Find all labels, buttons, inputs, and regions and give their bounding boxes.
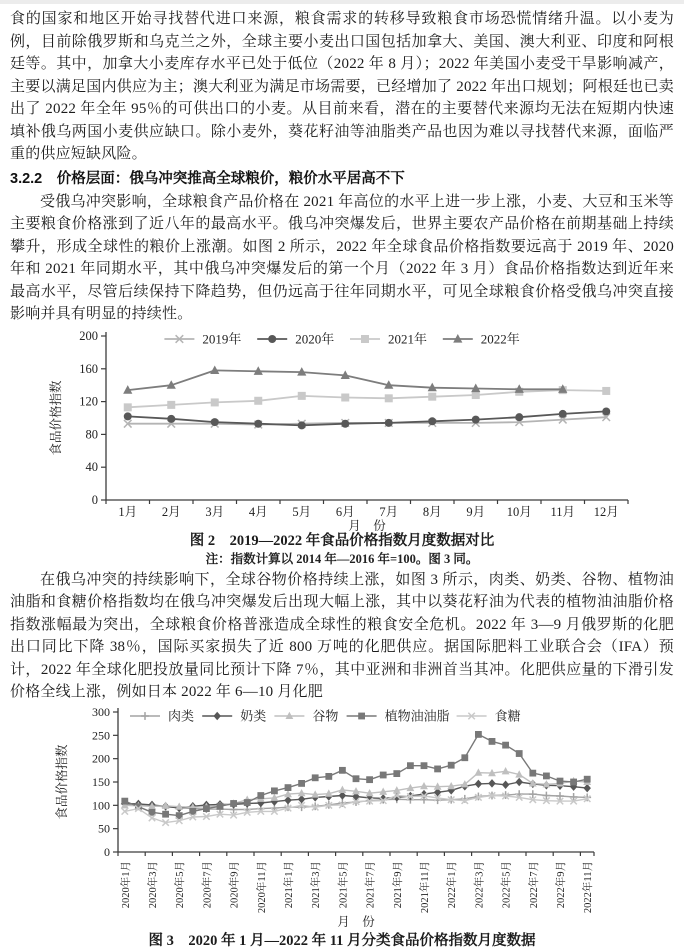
svg-text:食品价格指数: 食品价格指数: [49, 379, 63, 456]
svg-text:1月: 1月: [118, 504, 138, 519]
svg-text:食品价格指数: 食品价格指数: [55, 743, 69, 820]
svg-text:11月: 11月: [550, 504, 576, 519]
paragraph-price-index: 受俄乌冲突影响，全球粮食产品价格在 2021 年高位的水平上进一步上涨，小麦、大豆和玉米等主要粮食价格涨到了近八年的最高水平。俄乌冲突爆发后，世界主要农产品价格在前期基础上持续攀升，形成全球性的粮价上涨潮。如图 2 所示，2022 年全球食品价格指数要远高于 2019 年、2020 年和 2021 年同期水平，其中俄乌冲突爆发后的第一个月（2022 年 3 月）食品价格指数达到近年来最高水平，尽管后续保持下降趋势，但仍远高于往年同期水平，可见全球粮食价格受俄乌冲突直接影响并具有明显的持续性。: [10, 193, 674, 322]
svg-text:2021年5月: 2021年5月: [338, 860, 350, 908]
svg-text:2021年11月: 2021年11月: [420, 860, 431, 913]
svg-text:150: 150: [92, 774, 110, 789]
svg-text:80: 80: [85, 426, 98, 441]
svg-text:植物油油脂: 植物油油脂: [384, 708, 450, 723]
svg-text:2020年9月: 2020年9月: [229, 860, 241, 908]
svg-text:2022年: 2022年: [480, 331, 520, 346]
svg-text:2020年11月: 2020年11月: [256, 860, 268, 913]
svg-text:120: 120: [79, 394, 98, 409]
paragraph-fertilizer: 在俄乌冲突的持续影响下，全球谷物价格持续上涨，如图 3 所示，肉类、奶类、谷物、植物油油脂和食糖价格指数均在俄乌冲突爆发后出现大幅上涨，其中以葵花籽油为代表的植物油油脂价格指数涨幅最为突出，全球粮食价格普涨造成全球性的粮食安全危机。2022 年 3—9 月俄罗斯的化肥出口同比下降 38％，国际买家损失了近 800 万吨的化肥供应。据国际肥料工业联合会（IFA）预计，2022 年全球化肥投放量同比预计下降 7％，其中亚洲和非洲首当其冲。化肥供应量的下滑引发价格全线上涨，例如日本 2022 年 6—10 月化肥: [10, 571, 674, 700]
svg-text:2020年1月: 2020年1月: [120, 860, 132, 908]
svg-text:2019年: 2019年: [202, 331, 242, 346]
page-top-edge: [0, 0, 684, 4]
figure-3: [10, 704, 674, 951]
svg-text:肉类: 肉类: [168, 708, 195, 723]
fig3-line-chart: [10, 704, 674, 932]
svg-text:0: 0: [91, 492, 98, 507]
svg-text:100: 100: [92, 797, 110, 812]
svg-text:3月: 3月: [205, 504, 225, 519]
svg-text:0: 0: [104, 844, 110, 859]
svg-text:2020年: 2020年: [295, 331, 335, 346]
svg-text:月 份: 月 份: [337, 914, 375, 929]
svg-text:50: 50: [98, 821, 110, 836]
fig3-caption: 图 3 2020 年 1 月—2022 年 11 月分类食品价格指数月度数据: [148, 932, 536, 949]
fig2-note: 注：指数计算以 2014 年—2016 年=100。图 3 同。: [205, 551, 479, 566]
svg-text:160: 160: [79, 361, 98, 376]
figure-2: [10, 326, 674, 567]
svg-text:2月: 2月: [161, 504, 181, 519]
svg-text:250: 250: [92, 727, 110, 742]
svg-text:2020年3月: 2020年3月: [148, 860, 159, 908]
svg-text:200: 200: [79, 328, 98, 343]
svg-text:10月: 10月: [506, 504, 532, 519]
svg-text:12月: 12月: [593, 504, 619, 519]
svg-text:2022年3月: 2022年3月: [474, 860, 486, 908]
svg-text:4月: 4月: [248, 504, 268, 519]
svg-text:2021年: 2021年: [388, 331, 428, 346]
svg-text:2021年3月: 2021年3月: [311, 860, 323, 908]
svg-text:2020年7月: 2020年7月: [202, 860, 214, 908]
svg-text:2021年1月: 2021年1月: [284, 860, 295, 908]
svg-text:300: 300: [92, 704, 110, 719]
svg-text:2022年7月: 2022年7月: [528, 860, 540, 908]
svg-text:奶类: 奶类: [240, 708, 267, 723]
svg-text:谷物: 谷物: [312, 708, 339, 723]
fig2-caption: 图 2 2019—2022 年食品价格指数月度数据对比: [189, 532, 495, 549]
svg-text:月 份: 月 份: [348, 518, 386, 532]
svg-text:7月: 7月: [379, 504, 399, 519]
svg-text:2022年11月: 2022年11月: [583, 860, 595, 913]
svg-text:6月: 6月: [335, 504, 355, 519]
svg-text:2020年5月: 2020年5月: [175, 860, 187, 908]
svg-text:食糖: 食糖: [494, 708, 521, 723]
fig2-line-chart: [10, 326, 674, 532]
svg-text:9月: 9月: [466, 504, 486, 519]
svg-text:40: 40: [85, 459, 98, 474]
svg-text:200: 200: [92, 751, 110, 766]
svg-text:2022年5月: 2022年5月: [501, 860, 513, 908]
svg-text:2021年7月: 2021年7月: [365, 860, 377, 908]
paragraph-wheat-supply: 食的国家和地区开始寻找替代进口来源，粮食需求的转移导致粮食市场恐慌情绪升温。以小麦为例，目前除俄罗斯和乌克兰之外，全球主要小麦出口国包括加拿大、美国、澳大利亚、印度和阿根廷等。其中，加拿大小麦库存水平已处于低位（2022 年 8 月）；2022 年美国小麦受干旱影响减产，主要以满足国内供应为主；澳大利亚为满足市场需要，已经增加了 2022 年出口规划；阿根廷也已卖出了 2022 年全年 95％的可供出口的小麦。从目前来看，潜在的主要替代来源均无法在短期内快速填补俄乌两国小麦供应缺口。除小麦外，葵花籽油等油脂类产品也因为难以寻找替代来源，面临严重的供应短缺风险。: [10, 11, 674, 162]
svg-text:8月: 8月: [422, 504, 442, 519]
svg-text:5月: 5月: [292, 504, 312, 519]
svg-text:2021年9月: 2021年9月: [392, 860, 404, 908]
section-heading-3-2-2: 3.2.2 价格层面：俄乌冲突推高全球粮价，粮价水平居高不下: [10, 170, 405, 187]
svg-text:2022年9月: 2022年9月: [556, 860, 567, 908]
svg-text:2022年1月: 2022年1月: [447, 860, 459, 908]
